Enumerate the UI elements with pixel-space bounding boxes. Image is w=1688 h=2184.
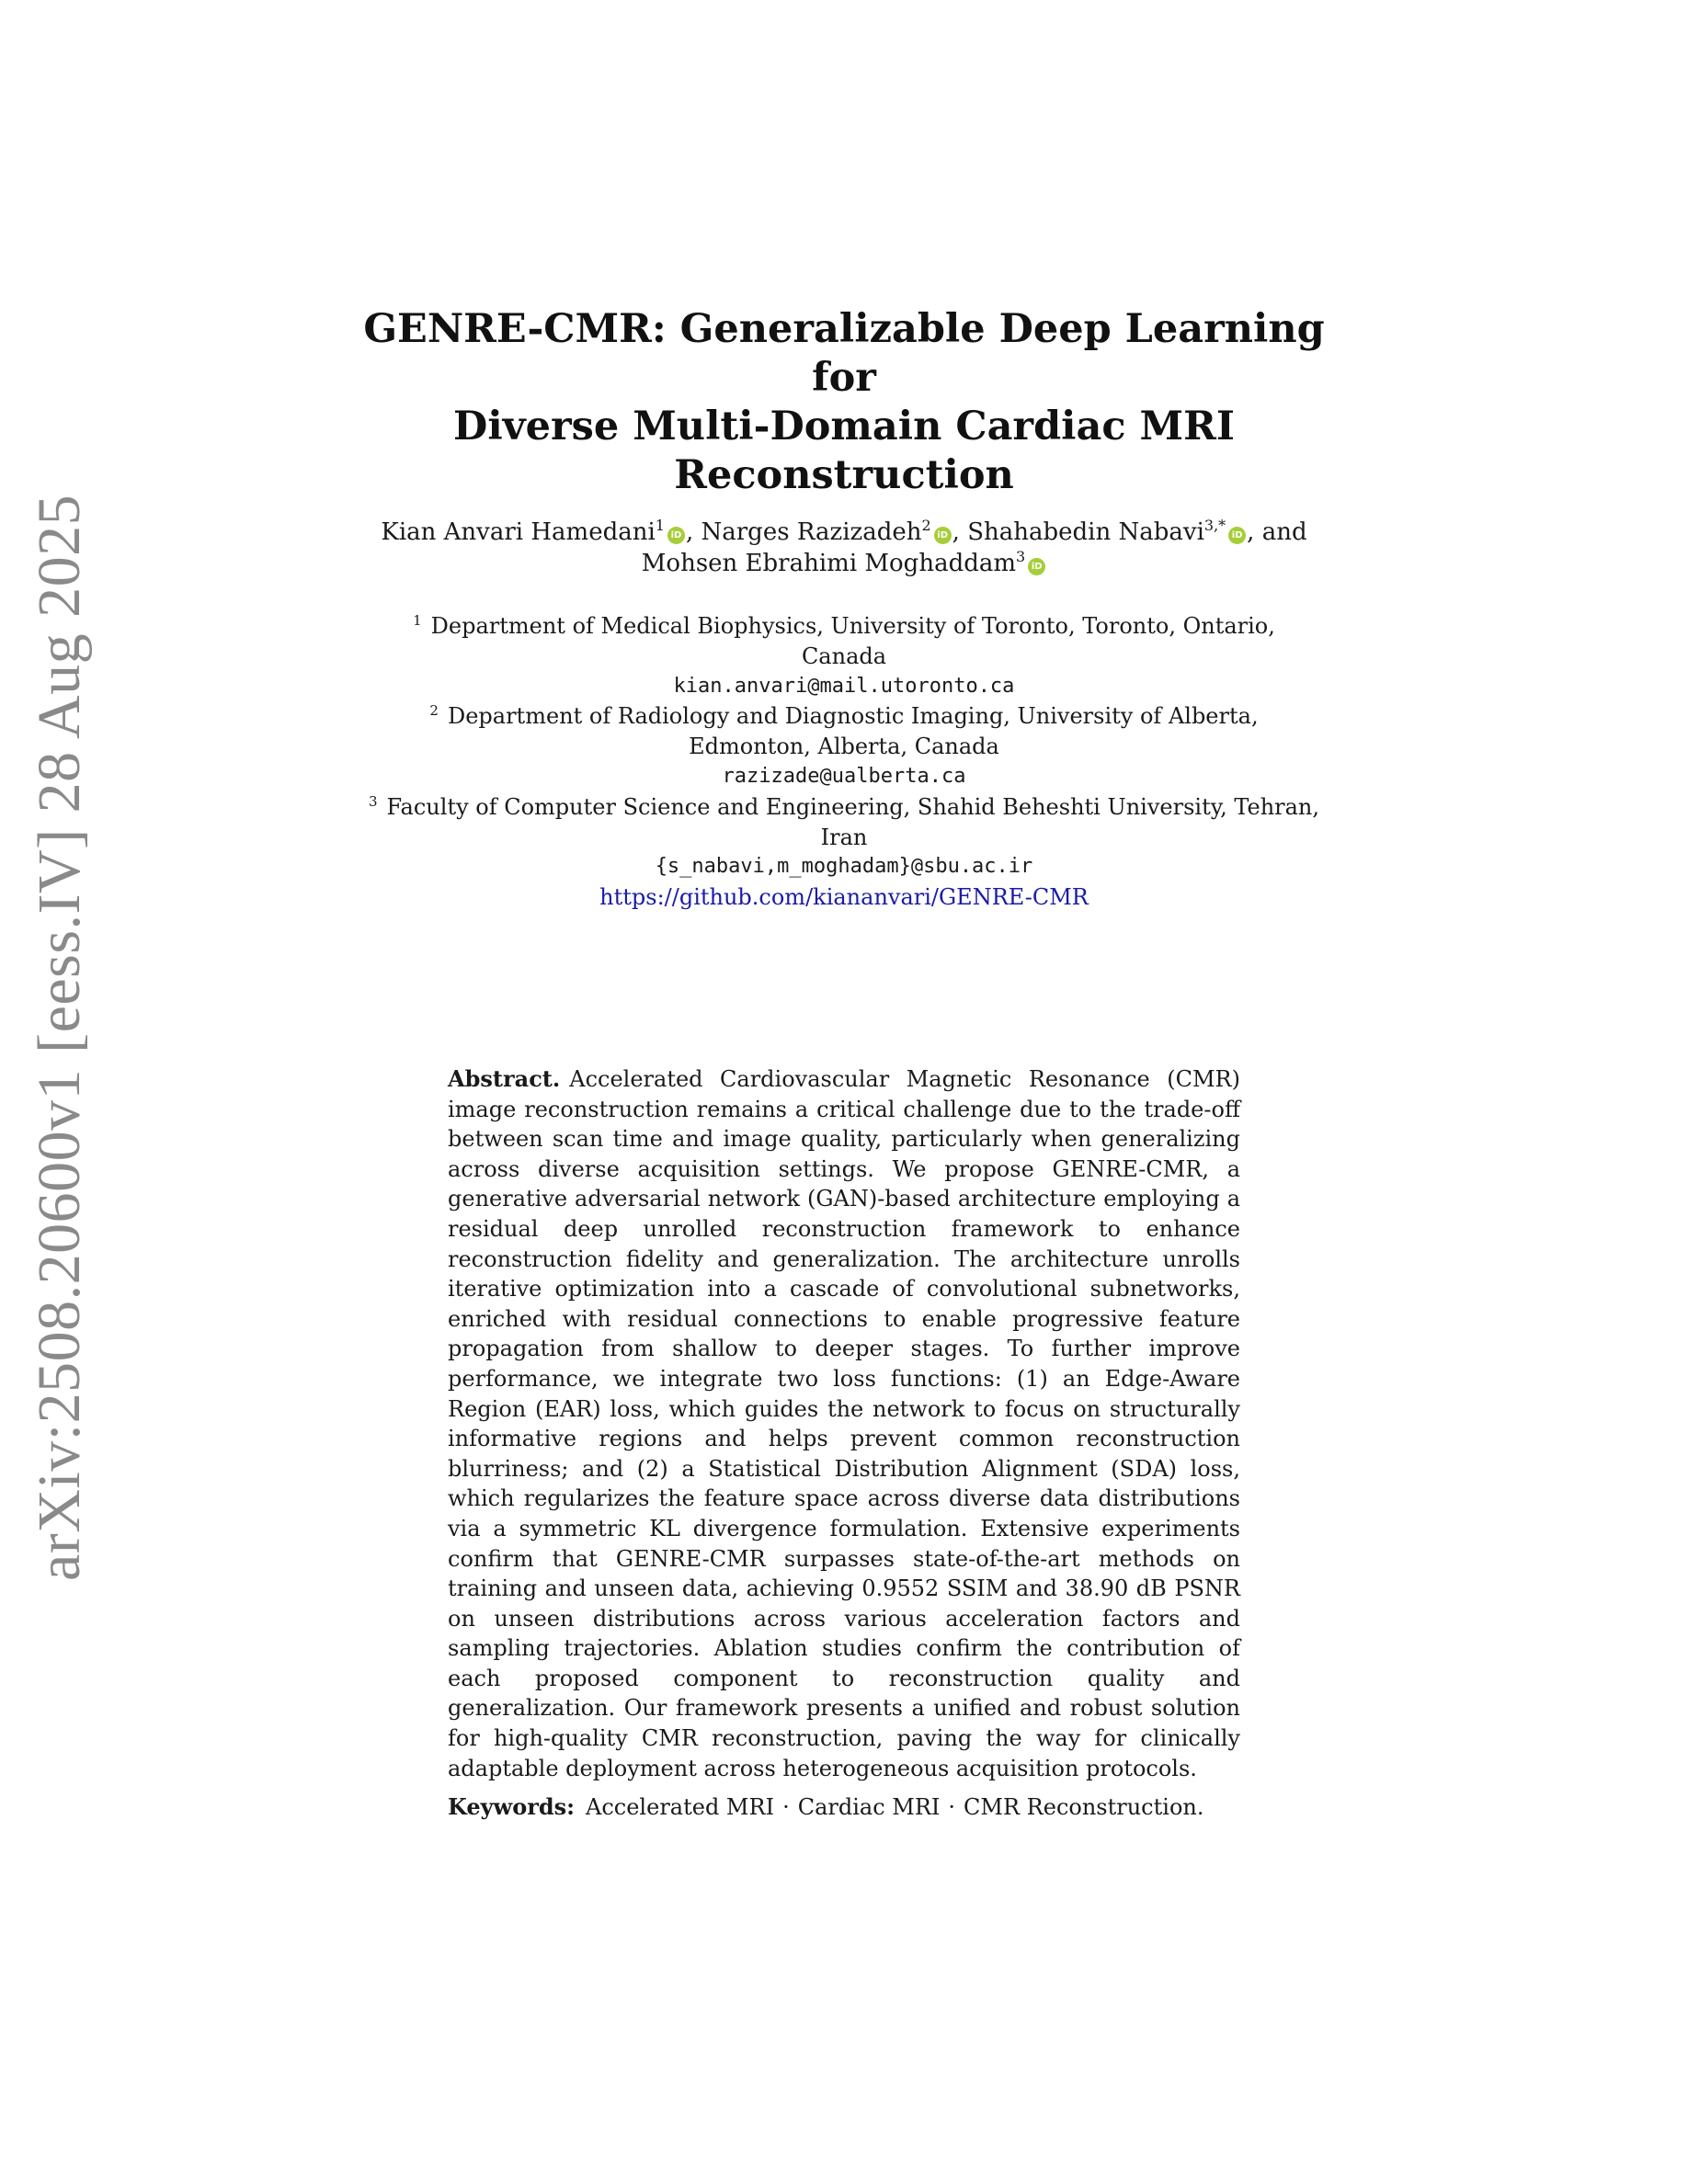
affil-sup: 3: [368, 792, 378, 810]
affil-sup: 2: [429, 702, 439, 720]
author-affil-sup: 2: [921, 517, 931, 534]
affiliation-1-line-2: Canada: [801, 643, 887, 669]
keywords-label: Keywords:: [448, 1793, 576, 1820]
affiliation-3-line-2: Iran: [820, 824, 868, 850]
affil-text: Department of Radiology and Diagnostic Imaging, University of Alberta,: [447, 703, 1259, 730]
affil-sup: 1: [413, 612, 422, 629]
abstract: [448, 1064, 1240, 1783]
affil-text: Department of Medical Biophysics, University of Toronto, Toronto, Ontario,: [430, 613, 1275, 639]
author-affil-sup: 3,*: [1203, 517, 1226, 534]
author-connector: and: [1261, 518, 1307, 546]
affil-text: Faculty of Computer Science and Engineering, Shahid Beheshti University, Tehran,: [386, 793, 1320, 820]
author-line-1: Kian Anvari Hamedani$^1$iD , Narges Razizadeh$^2$iD , Shahabedin Nabavi$^{3,*}$iD , and: [381, 517, 1307, 546]
author-name: Shahabedin Nabavi: [967, 518, 1204, 546]
author-line-2: [331, 548, 1357, 579]
keyword-separator: ·: [782, 1794, 790, 1820]
orcid-icon[interactable]: iD: [934, 527, 952, 544]
orcid-icon[interactable]: iD: [1228, 527, 1246, 544]
arxiv-stamp: arXiv:2508.20600v1 [eess.IV] 28 Aug 2025: [26, 494, 93, 1581]
abstract-text: Accelerated Cardiovascular Magnetic Resonance (CMR) image reconstruction remains a critical challenge due to the trade-off between scan time and image quality, particularly when generalizing across diverse acquisition settings. We propose GENRE-CMR, a generative adversarial network (GAN)-based architecture employing a residual deep unrolled reconstruction framework to enhance reconstruction fidelity and generalization. The architecture unrolls iterative optimization into a cascade of convolutional subnetworks, enriched with residual connections to enable progressive feature propagation from shallow to deeper stages. To further improve performance, we integrate two loss functions: (1) an Edge-Aware Region (EAR) loss, which guides the network to focus on structurally informative regions and helps prevent common reconstruction blurriness; and (2) a Statistical Distribution Alignment (SDA) loss, which regularizes the feature space across diverse data distributions via a symmetric KL divergence formulation. Extensive experiments confirm that GENRE-CMR surpasses state-of-the-art methods on training and unseen data, achieving 0.9552 SSIM and 38.90 dB PSNR on unseen distributions across various acceleration factors and sampling trajectories. Ablation studies confirm the contribution of each proposed component to reconstruction quality and generalization. Our framework presents a unified and robust solution for high-quality CMR reconstruction, paving the way for clinically adaptable deployment across heterogeneous acquisition protocols.: [448, 1066, 1240, 1781]
affiliation-1-line-1: [331, 611, 1357, 642]
repo-link[interactable]: https://github.com/kiananvari/GENRE-CMR: [599, 884, 1089, 911]
title-line-1: GENRE-CMR: Generalizable Deep Learning for: [363, 306, 1325, 401]
keywords: [448, 1792, 1275, 1822]
keyword-item: CMR Reconstruction.: [964, 1794, 1204, 1820]
orcid-icon[interactable]: iD: [1028, 558, 1045, 575]
author-list: [331, 517, 1357, 579]
affiliation-1-email[interactable]: kian.anvari@mail.utoronto.ca: [673, 674, 1015, 698]
author-affil-sup: 1: [655, 517, 665, 534]
title-line-3: Reconstruction: [674, 452, 1014, 498]
keyword-separator: ·: [948, 1794, 956, 1820]
affiliation-3-email[interactable]: {s_nabavi,m_moghadam}@sbu.ac.ir: [655, 855, 1033, 879]
title-line-2: Diverse Multi-Domain Cardiac MRI: [453, 404, 1235, 449]
author-affil-sup: 3: [1016, 548, 1026, 565]
abstract-label: Abstract.: [448, 1065, 561, 1092]
affiliation-3-line-1: [331, 792, 1357, 823]
author-name: Mohsen Ebrahimi Moghaddam: [641, 550, 1017, 577]
paper-title: [349, 305, 1339, 500]
affiliation-2-line-2: Edmonton, Alberta, Canada: [689, 734, 999, 760]
orcid-icon[interactable]: iD: [667, 527, 685, 544]
affiliation-2-email[interactable]: razizade@ualberta.ca: [722, 764, 966, 788]
affiliation-list: [331, 611, 1357, 913]
affiliation-2-line-1: [331, 701, 1357, 732]
keyword-item: Accelerated MRI: [586, 1794, 775, 1820]
author-name: Kian Anvari Hamedani: [381, 518, 656, 546]
author-name: Narges Razizadeh: [701, 518, 922, 546]
keyword-item: Cardiac MRI: [797, 1794, 941, 1820]
